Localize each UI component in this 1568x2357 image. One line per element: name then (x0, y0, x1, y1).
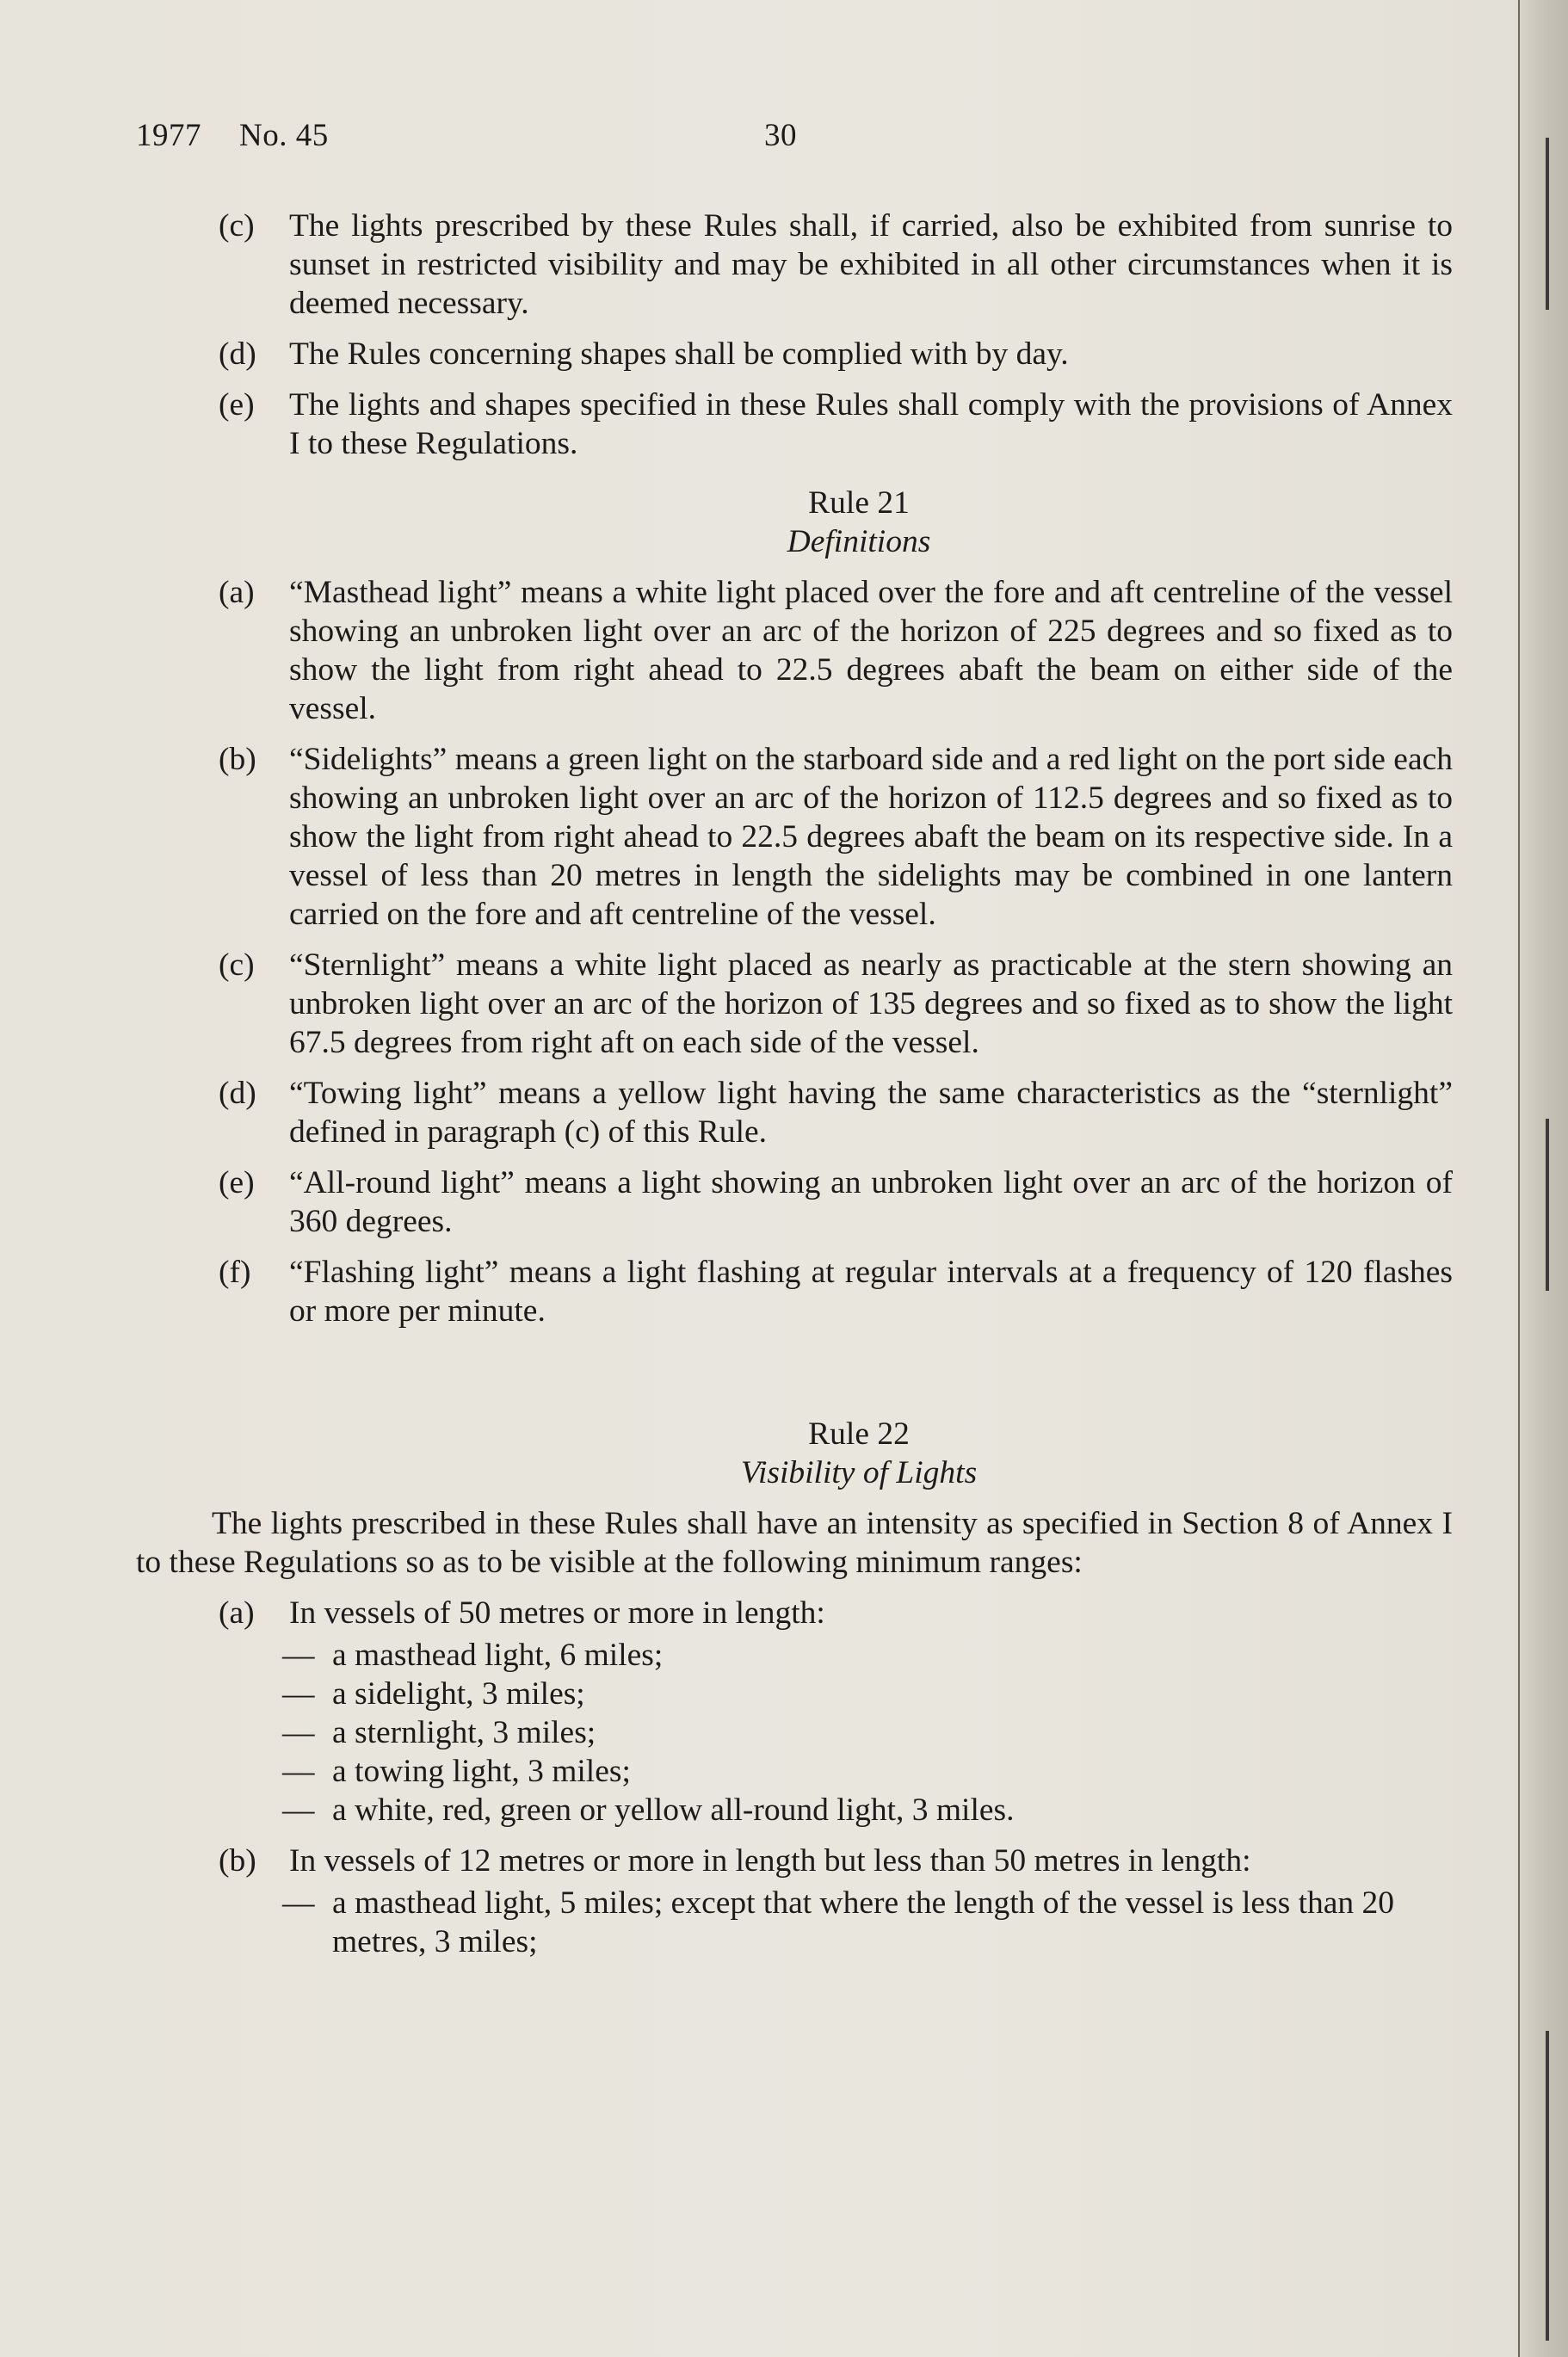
item-letter: (b) (219, 742, 256, 777)
header-number: No. 45 (239, 118, 329, 153)
item-text: “Sidelights” means a green light on the starboard side and a red light on the port side each showing an unbroken light over an arc of the horizon of 112.5 degrees and so fixed as to show the light from right ahead to 22.5 degrees abaft the beam on its respective side. In a vessel of less than 20 metres in length the sidelights may be combined in one lantern carried on the fore and aft centreline of the vessel. (289, 742, 1453, 932)
sub-item (136, 1752, 1453, 1791)
rule21-item-b (136, 740, 1453, 934)
rule21-item-a (136, 573, 1453, 728)
sub-item (136, 1884, 1453, 1961)
item-letter: (c) (219, 208, 255, 244)
rule20-item-d (136, 335, 1453, 373)
sub-item-text: a sternlight, 3 miles; (332, 1715, 596, 1750)
item-letter: (d) (219, 1076, 256, 1111)
rule-21-title: Definitions (787, 524, 931, 559)
item-letter: (e) (219, 1165, 255, 1200)
page-number: 30 (764, 118, 797, 153)
binding-edge-line (1546, 1119, 1549, 1291)
item-letter: (e) (219, 387, 255, 423)
item-text: “Masthead light” means a white light placed over the fore and aft centreline of the vessel showing an unbroken light over an arc of the horizon of 225 degrees and so fixed as to show the light from right ahead to 22.5 degrees abaft the beam on either side of the vessel. (289, 575, 1453, 726)
item-text: The lights prescribed by these Rules shall, if carried, also be exhibited from sunrise to sunset in restricted visibility and may be exhibited in all other circumstances when it is deemed necessary. (289, 208, 1453, 321)
item-letter: (b) (219, 1843, 256, 1879)
sub-item-text: a sidelight, 3 miles; (332, 1676, 585, 1712)
item-letter: (a) (219, 1595, 255, 1631)
sub-item (136, 1791, 1453, 1829)
dash-marker: — (282, 1638, 315, 1673)
sub-item (136, 1713, 1453, 1752)
sub-item-text: a masthead light, 6 miles; (332, 1638, 664, 1673)
rule20-item-c (136, 207, 1453, 323)
book-gutter (1518, 0, 1568, 2357)
item-letter: (c) (219, 947, 255, 983)
rule22-intro: The lights prescribed in these Rules shall have an intensity as specified in Section 8 of Annex I to these Regulations so as to be visible at the following minimum ranges: (136, 1506, 1453, 1580)
sub-item (136, 1636, 1453, 1675)
rule21-item-e (136, 1163, 1453, 1241)
rule-22-number: Rule 22 (808, 1416, 910, 1452)
item-letter: (a) (219, 575, 255, 610)
sub-item (136, 1675, 1453, 1713)
item-text: The lights and shapes specified in these Rules shall comply with the provisions of Annex I to these Regulations. (289, 387, 1453, 461)
section-spacer (136, 1342, 1453, 1394)
dash-marker: — (282, 1754, 315, 1789)
item-text: In vessels of 12 metres or more in length but less than 50 metres in length: (289, 1843, 1251, 1879)
page-body (136, 207, 1453, 1961)
item-text: “Towing light” means a yellow light having the same characteristics as the “sternlight” defined in paragraph (c) of this Rule. (289, 1076, 1453, 1150)
item-text: “Sternlight” means a white light placed as nearly as practicable at the stern showing an unbroken light over an arc of the horizon of 135 degrees and so fixed as to show the light 67.5 degrees from right aft on each side of the vessel. (289, 947, 1453, 1060)
dash-marker: — (282, 1885, 315, 1921)
rule21-item-f (136, 1253, 1453, 1330)
binding-edge-line (1546, 2031, 1549, 2341)
item-text: In vessels of 50 metres or more in length: (289, 1595, 825, 1631)
dash-marker: — (282, 1792, 315, 1828)
header-year: 1977 (136, 118, 201, 153)
rule20-item-e (136, 386, 1453, 463)
rule-21-number: Rule 21 (808, 485, 910, 521)
sub-item-text: a masthead light, 5 miles; except that where the length of the vessel is less than 20 metres, 3 miles; (332, 1885, 1395, 1959)
rule22-item-b (136, 1842, 1453, 1880)
item-text: “Flashing light” means a light flashing at regular intervals at a frequency of 120 flashes or more per minute. (289, 1255, 1453, 1329)
item-text: The Rules concerning shapes shall be complied with by day. (289, 336, 1069, 372)
rule22-item-a (136, 1594, 1453, 1632)
rule-22-title: Visibility of Lights (740, 1455, 978, 1490)
rule21-item-d (136, 1074, 1453, 1151)
binding-edge-line (1546, 138, 1549, 310)
sub-item-text: a white, red, green or yellow all-round light, 3 miles. (332, 1792, 1015, 1828)
item-letter: (f) (219, 1255, 251, 1290)
dash-marker: — (282, 1676, 315, 1712)
rule21-item-c (136, 946, 1453, 1062)
sub-item-text: a towing light, 3 miles; (332, 1754, 631, 1789)
item-text: “All-round light” means a light showing an unbroken light over an arc of the horizon of 360 degrees. (289, 1165, 1453, 1239)
item-letter: (d) (219, 336, 256, 372)
dash-marker: — (282, 1715, 315, 1750)
